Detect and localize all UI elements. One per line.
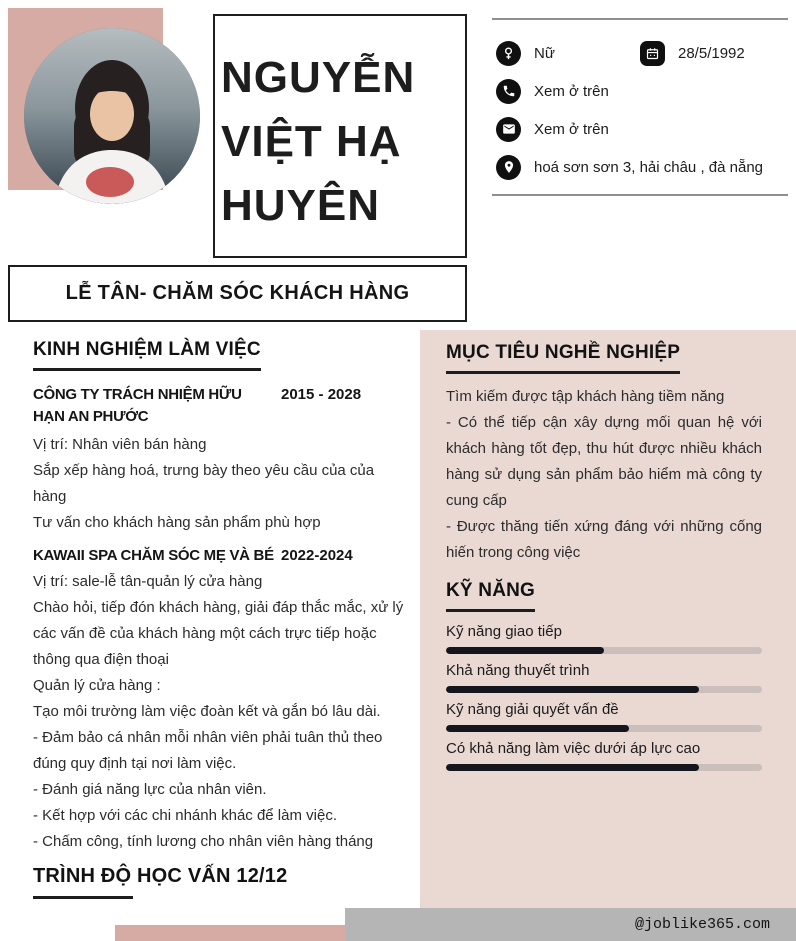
job-header-2 — [33, 545, 411, 567]
job-detail-line: - Đảm bảo cá nhân mỗi nhân viên phải tuân thủ theo đúng quy định tại nơi làm việc. — [33, 729, 383, 772]
job-title: LỄ TÂN- CHĂM SÓC KHÁCH HÀNG — [65, 282, 410, 304]
job-detail-line: Vị trí: Nhân viên bán hàng — [33, 436, 207, 453]
contact-row-email — [496, 110, 788, 148]
job-detail-line: Vị trí: sale-lễ tân-quản lý cửa hàng — [33, 573, 263, 590]
job-detail-line: Sắp xếp hàng hoá, trưng bày theo yêu cầu của của hàng — [33, 462, 375, 505]
contact-rows — [492, 20, 788, 186]
skills-heading: KỸ NĂNG — [446, 580, 535, 612]
phone-icon — [496, 79, 521, 104]
objective-line: Tìm kiếm được tập khách hàng tiềm năng — [446, 388, 725, 405]
skill-bar-fill — [446, 647, 604, 654]
footer-bar — [345, 908, 796, 941]
objective-heading: MỤC TIÊU NGHỀ NGHIỆP — [446, 342, 680, 374]
right-panel — [420, 330, 796, 941]
objective-line: - Được thăng tiến xứng đáng với những cống hiến trong công việc — [446, 518, 762, 561]
job-title-box — [8, 265, 467, 322]
skill-bar-fill — [446, 686, 699, 693]
job-period: 2015 - 2028 — [281, 386, 362, 403]
skills-list — [446, 622, 762, 771]
site-credit: @joblike365.com — [634, 916, 770, 933]
skill-bar — [446, 725, 762, 732]
name-box — [213, 14, 467, 258]
birthday-group — [640, 41, 745, 66]
job-detail-line: Quản lý cửa hàng : — [33, 677, 161, 694]
experience-section — [33, 339, 411, 899]
location-pin-icon — [496, 155, 521, 180]
job-details-2 — [33, 569, 411, 855]
skill-item — [446, 622, 762, 654]
address-value: hoá sơn sơn 3, hải châu , đà nẵng — [534, 158, 763, 176]
education-heading: TRÌNH ĐỘ HỌC VẤN 12/12 — [33, 865, 288, 887]
job-header-1 — [33, 384, 411, 428]
profile-photo — [24, 28, 200, 204]
job-detail-line: Chào hỏi, tiếp đón khách hàng, giải đáp thắc mắc, xử lý các vấn đề của khách hàng một cách trực tiếp hoặc thông qua điện thoại — [33, 599, 404, 668]
candidate-name-line-2: VIỆT HẠ — [221, 117, 402, 166]
calendar-icon — [640, 41, 665, 66]
skill-bar-fill — [446, 725, 629, 732]
birthday-value: 28/5/1992 — [678, 44, 745, 62]
skill-item — [446, 661, 762, 693]
skill-bar-fill — [446, 764, 699, 771]
experience-heading: KINH NGHIỆM LÀM VIỆC — [33, 339, 261, 371]
skill-label: Kỹ năng giao tiếp — [446, 623, 562, 640]
job-detail-line: Tạo môi trường làm việc đoàn kết và gắn bó lâu dài. — [33, 703, 381, 720]
objective-text — [446, 384, 762, 566]
job-detail-line: - Chấm công, tính lương cho nhân viên hàng tháng — [33, 833, 374, 850]
skill-bar — [446, 686, 762, 693]
contact-row-phone — [496, 72, 788, 110]
email-icon — [496, 117, 521, 142]
skill-bar — [446, 764, 762, 771]
skill-item — [446, 739, 762, 771]
gender-group — [496, 41, 640, 66]
job-detail-line: Tư vấn cho khách hàng sản phẩm phù hợp — [33, 514, 321, 531]
contact-row-address — [496, 148, 788, 186]
job-period: 2022-2024 — [281, 547, 353, 564]
contact-row-gender-birthday — [496, 34, 788, 72]
skill-label: Có khả năng làm việc dưới áp lực cao — [446, 740, 701, 757]
skills-section — [446, 580, 762, 612]
job-details-1 — [33, 432, 411, 536]
gender-value: Nữ — [534, 44, 555, 62]
objective-line: - Có thể tiếp cận xây dựng mối quan hệ với khách hàng tốt đẹp, thu hút được nhiều khách hàng sử dụng sản phẩm bảo hiểm mà công ty cung cấp — [446, 414, 762, 509]
education-heading-underline — [33, 896, 133, 899]
skill-label: Khả năng thuyết trình — [446, 662, 590, 679]
contact-section — [492, 18, 788, 196]
skill-bar — [446, 647, 762, 654]
contact-bottom-divider — [492, 194, 788, 196]
profile-photo-placeholder — [24, 28, 200, 204]
job-detail-line: - Đánh giá năng lực của nhân viên. — [33, 781, 267, 798]
company-name: KAWAII SPA CHĂM SÓC MẸ VÀ BÉ — [33, 547, 274, 564]
company-name: CÔNG TY TRÁCH NHIỆM HỮU HẠN AN PHƯỚC — [33, 386, 242, 425]
candidate-name-line-1: NGUYỄN — [221, 53, 416, 102]
candidate-name-line-3: HUYÊN — [221, 181, 381, 230]
female-gender-icon — [496, 41, 521, 66]
phone-value: Xem ở trên — [534, 82, 609, 100]
footer-accent-strip — [115, 925, 345, 941]
skill-label: Kỹ năng giải quyết vấn đề — [446, 701, 619, 718]
job-detail-line: - Kết hợp với các chi nhánh khác để làm việc. — [33, 807, 337, 824]
email-value: Xem ở trên — [534, 120, 609, 138]
skill-item — [446, 700, 762, 732]
